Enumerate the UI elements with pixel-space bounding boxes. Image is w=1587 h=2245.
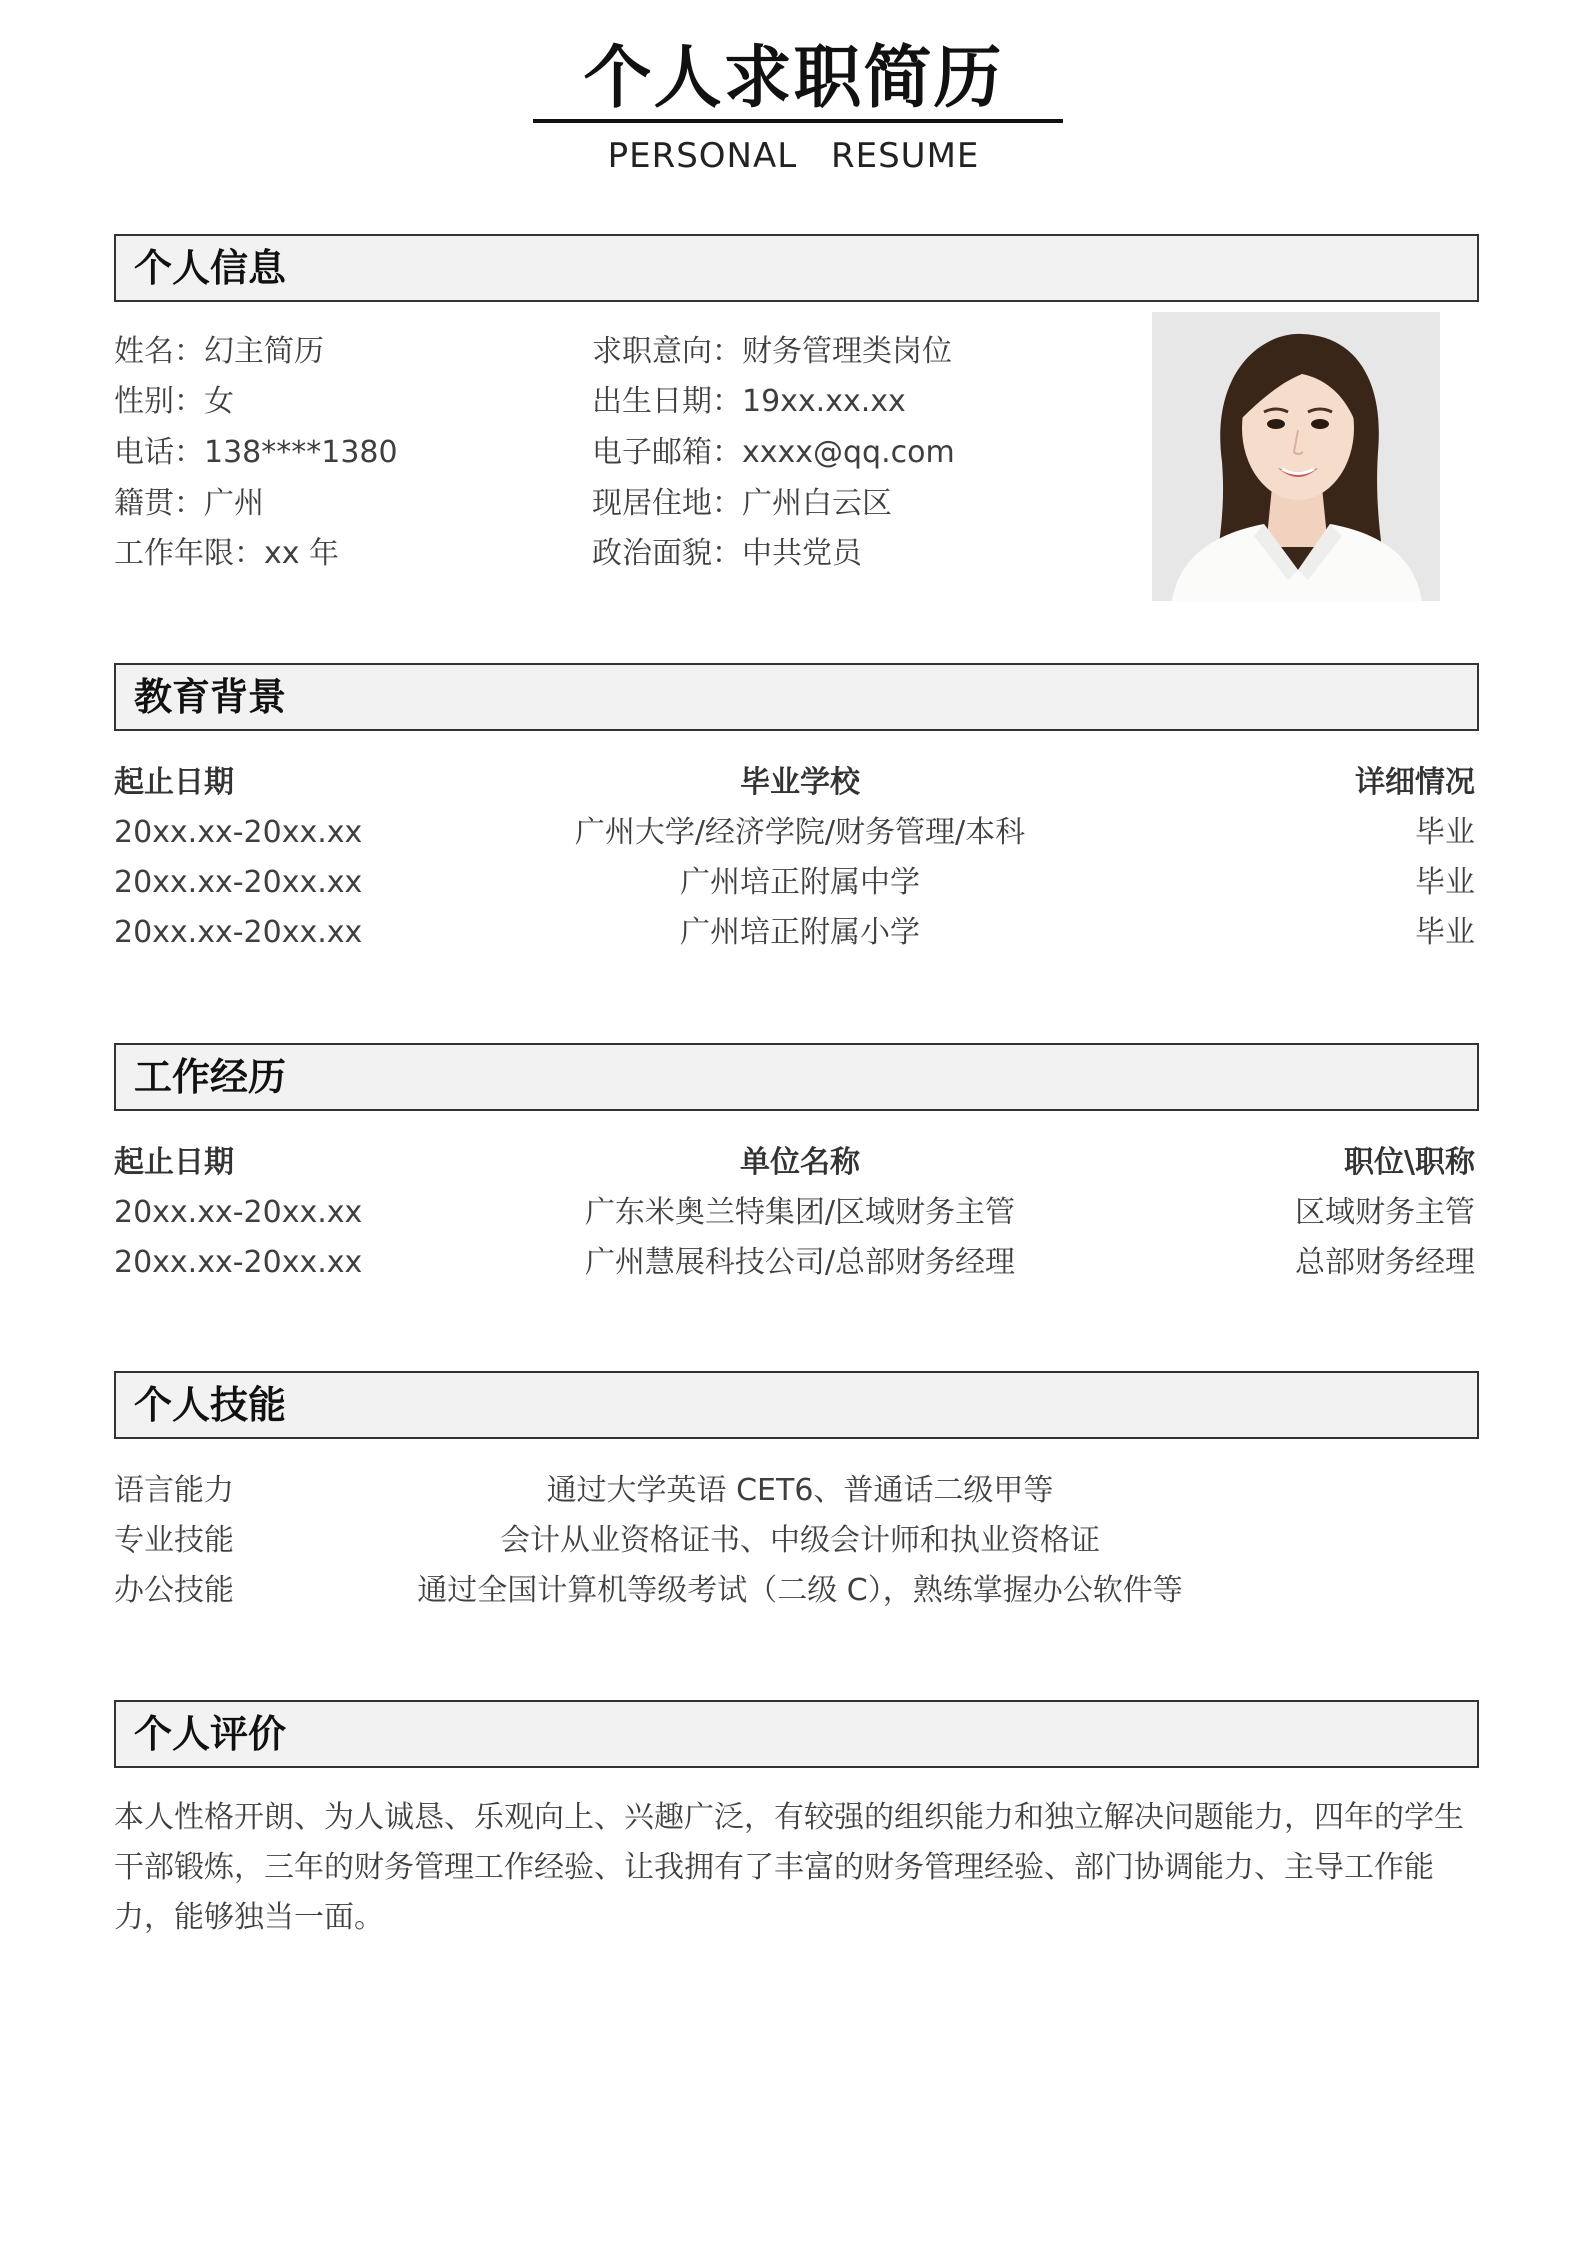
info-name: 姓名：幻主简历 xyxy=(114,334,324,369)
info-native-place: 籍贯：广州 xyxy=(114,486,264,521)
edu-row-1-school: 广州大学/经济学院/财务管理/本科 xyxy=(574,815,1026,850)
section-header-evaluation: 个人评价 xyxy=(114,1700,1479,1768)
skill-row-3-detail: 通过全国计算机等级考试（二级 C），熟练掌握办公软件等 xyxy=(417,1573,1183,1608)
edu-row-1-dates: 20xx.xx-20xx.xx xyxy=(114,815,363,850)
edu-row-1-status: 毕业 xyxy=(1415,815,1475,850)
info-work-years: 工作年限：xx 年 xyxy=(114,536,340,571)
info-email: 电子邮箱：xxxx@qq.com xyxy=(592,435,955,470)
resume-title: 个人求职简历 xyxy=(583,39,1004,118)
skill-row-1-label: 语言能力 xyxy=(114,1473,234,1508)
edu-row-3-school: 广州培正附属小学 xyxy=(680,915,920,950)
section-header-skills: 个人技能 xyxy=(114,1371,1479,1439)
edu-col-details: 详细情况 xyxy=(1355,765,1475,800)
edu-col-school: 毕业学校 xyxy=(740,765,860,800)
skill-row-2-label: 专业技能 xyxy=(114,1523,234,1558)
section-header-work: 工作经历 xyxy=(114,1043,1479,1111)
info-phone: 电话：138****1380 xyxy=(114,435,398,470)
info-birth-date: 出生日期：19xx.xx.xx xyxy=(592,384,906,419)
info-residence: 现居住地：广州白云区 xyxy=(592,486,892,521)
edu-col-dates: 起止日期 xyxy=(114,765,234,800)
skill-row-2-detail: 会计从业资格证书、中级会计师和执业资格证 xyxy=(500,1523,1100,1558)
section-header-personal-info: 个人信息 xyxy=(114,234,1479,302)
skill-row-3-label: 办公技能 xyxy=(114,1573,234,1608)
work-row-1-dates: 20xx.xx-20xx.xx xyxy=(114,1195,363,1230)
work-col-position: 职位\职称 xyxy=(1344,1145,1475,1180)
work-row-2-dates: 20xx.xx-20xx.xx xyxy=(114,1245,363,1280)
evaluation-text: 本人性格开朗、为人诚恳、乐观向上、兴趣广泛，有较强的组织能力和独立解决问题能力，四年的学生干部锻炼，三年的财务管理工作经验、让我拥有了丰富的财务管理经验、部门协调能力、主导工作能力，能够独当一面。 xyxy=(114,1800,1464,1935)
work-row-2-position: 总部财务经理 xyxy=(1295,1245,1475,1280)
info-political-status: 政治面貌：中共党员 xyxy=(592,536,862,571)
edu-row-3-status: 毕业 xyxy=(1415,915,1475,950)
edu-row-2-status: 毕业 xyxy=(1415,865,1475,900)
edu-row-2-school: 广州培正附属中学 xyxy=(680,865,920,900)
section-header-education: 教育背景 xyxy=(114,663,1479,731)
title-underline xyxy=(533,119,1063,123)
edu-row-3-dates: 20xx.xx-20xx.xx xyxy=(114,915,363,950)
resume-subtitle: PERSONAL RESUME xyxy=(607,136,980,176)
info-job-intention: 求职意向：财务管理类岗位 xyxy=(592,334,952,369)
work-row-1-company: 广东米奥兰特集团/区域财务主管 xyxy=(584,1195,1016,1230)
work-col-company: 单位名称 xyxy=(740,1145,860,1180)
work-row-2-company: 广州慧展科技公司/总部财务经理 xyxy=(584,1245,1016,1280)
profile-photo xyxy=(1152,312,1440,601)
info-gender: 性别：女 xyxy=(114,384,234,419)
edu-row-2-dates: 20xx.xx-20xx.xx xyxy=(114,865,363,900)
work-row-1-position: 区域财务主管 xyxy=(1295,1195,1475,1230)
skill-row-1-detail: 通过大学英语 CET6、普通话二级甲等 xyxy=(546,1473,1054,1508)
portrait-illustration xyxy=(1152,312,1440,601)
work-col-dates: 起止日期 xyxy=(114,1145,234,1180)
